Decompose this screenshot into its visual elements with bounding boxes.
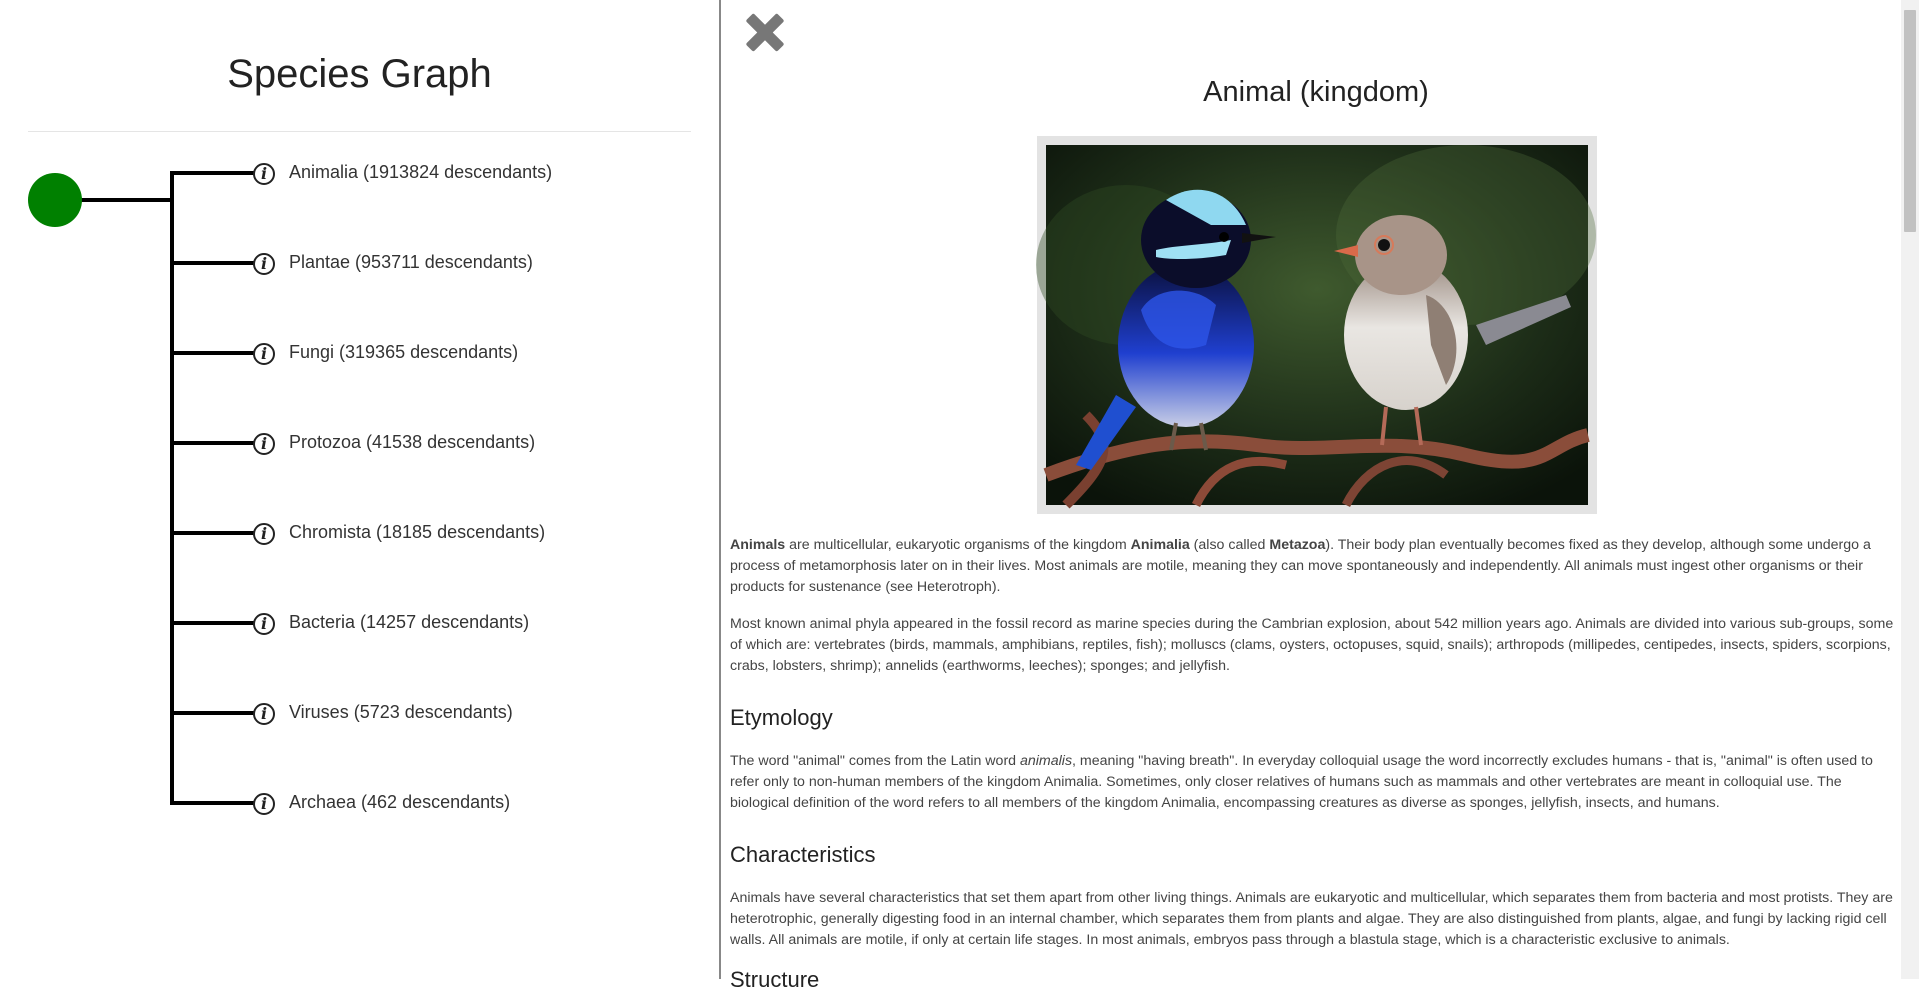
article-figure <box>1037 136 1597 514</box>
article-paragraph <box>730 888 1896 951</box>
info-icon[interactable]: i <box>253 433 275 455</box>
node-label-fungi[interactable]: Fungi (319365 descendants) <box>289 342 519 362</box>
text-run: ). Their body plan eventually becomes fixed as they develop, although some undergo a process of metamorphosis later on in their lives. Most animals are motile, meaning they can move spontaneously and independently. All animals must ingest other organisms or their products for sustenance (see Heterotroph). <box>730 537 1871 595</box>
article-paragraph <box>730 751 1896 814</box>
heading-characteristics: Characteristics <box>730 842 876 867</box>
bold-term: Animalia <box>1130 537 1190 553</box>
article-panel <box>721 0 1901 992</box>
article-paragraph <box>730 535 1896 598</box>
heading-structure: Structure <box>730 967 820 992</box>
bold-term: Animals <box>730 537 786 553</box>
info-icon[interactable]: i <box>253 253 275 275</box>
close-icon[interactable] <box>741 8 789 56</box>
root-node[interactable] <box>28 173 82 227</box>
text-run: The word "animal" comes from the Latin word <box>730 753 1020 769</box>
node-label-viruses[interactable]: Viruses (5723 descendants) <box>289 702 513 722</box>
node-label-bacteria[interactable]: Bacteria (14257 descendants) <box>289 612 530 632</box>
node-label-chromista[interactable]: Chromista (18185 descendants) <box>289 522 546 542</box>
text-run: , meaning "having breath". In everyday colloquial usage the word incorrectly excludes humans - that is, "animal" is often used to refer only to non-human members of the kingdom Animalia. Sometimes, only closer relatives of humans such as mammals and other vertebrates are meant in colloquial use. The biological definition of the word refers to all members of the kingdom Animalia, encompassing creatures as diverse as sponges, jellyfish, insects, and humans. <box>730 753 1873 811</box>
birds-illustration <box>1046 145 1588 505</box>
info-icon[interactable]: i <box>253 523 275 545</box>
info-icon[interactable]: i <box>253 613 275 635</box>
text-run: (also called <box>1189 537 1270 553</box>
page-title: Species Graph <box>227 52 492 96</box>
species-graph-panel <box>0 0 719 979</box>
info-icon[interactable]: i <box>253 163 275 185</box>
node-label-archaea[interactable]: Archaea (462 descendants) <box>289 792 511 812</box>
node-label-animalia[interactable]: Animalia (1913824 descendants) <box>289 162 553 182</box>
info-icon[interactable]: i <box>253 343 275 365</box>
bold-term: Metazoa <box>1269 537 1326 553</box>
bird-photo <box>1046 145 1588 505</box>
info-icon[interactable]: i <box>253 703 275 725</box>
italic-term: animalis <box>1020 753 1073 769</box>
text-run: are multicellular, eukaryotic organisms of the kingdom <box>785 537 1131 553</box>
heading-etymology: Etymology <box>730 705 833 730</box>
node-label-plantae[interactable]: Plantae (953711 descendants) <box>289 252 533 272</box>
paragraph-text: Most known animal phyla appeared in the fossil record as marine species during the Cambrian explosion, about 542 million years ago. Animals are divided into various sub-groups, some of which are: vertebrates (birds, mammals, amphibians, reptiles, fish); molluscs (clams, oysters, octopuses, squid, snails); arthropods (millipedes, centipedes, insects, spiders, scorpions, crabs, lobsters, shrimp); annelids (earthworms, leeches); sponges; and jellyfish. <box>730 616 1894 674</box>
article-title: Animal (kingdom) <box>1203 76 1429 108</box>
node-label-protozoa[interactable]: Protozoa (41538 descendants) <box>289 432 536 452</box>
article-paragraph <box>730 614 1896 677</box>
info-icon[interactable]: i <box>253 793 275 815</box>
title-divider <box>28 131 691 132</box>
paragraph-text: Animals have several characteristics that set them apart from other living things. Animals are eukaryotic and multicellular, which separates them from bacteria and most protists. They are heterotrophic, generally digesting food in an internal chamber, which separates them from plants and algae. They are also distinguished from plants, algae, and fungi by lacking rigid cell walls. All animals are motile, if only at certain life stages. In most animals, embryos pass through a blastula stage, which is a characteristic exclusive to animals. <box>730 890 1893 948</box>
scrollbar-thumb[interactable] <box>1904 10 1916 232</box>
